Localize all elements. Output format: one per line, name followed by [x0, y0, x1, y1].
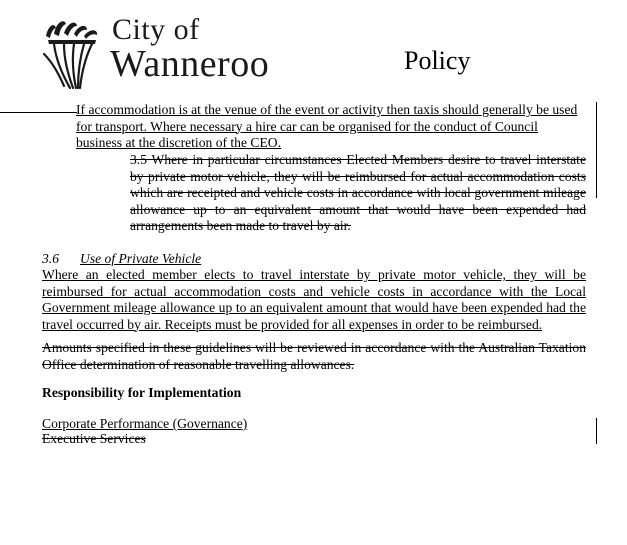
kangaroo-paw-icon	[40, 14, 108, 90]
responsibility-inserted: Corporate Performance (Governance)	[42, 416, 248, 431]
document-type-title: Policy	[404, 46, 471, 75]
logo-wanneroo: Wanneroo	[110, 43, 270, 85]
paragraph-3-5-deleted: 3.5 Where in particular circumstances Elected Members desire to travel interstate by private motor vehicle, they will be reimbursed for actual accommodation costs which are receipted and vehicle costs in accordance with local government mileage allowance up to an equivalent amount that would have been expended had arrangements been made to travel by air.	[130, 152, 586, 233]
responsibility-deleted: Executive Services	[42, 431, 146, 446]
responsibility-heading: Responsibility for Implementation	[42, 385, 242, 400]
change-bar	[596, 102, 597, 198]
section-number: 3.6	[42, 251, 59, 266]
section-3-6-heading	[42, 251, 342, 268]
change-bar	[596, 418, 597, 444]
logo-city-of: City of	[112, 13, 200, 46]
section-title: Use of Private Vehicle	[80, 251, 202, 266]
paragraph-amounts-deleted: Amounts specified in these guidelines will be reviewed in accordance with the Australian Taxation Office determination of reasonable travelling allowances.	[42, 340, 586, 372]
paragraph-3-6: Where an elected member elects to travel interstate by private motor vehicle, they will be reimbursed for actual accommodation costs and vehicle costs in accordance with the Local Government mileage allowance up to an equivalent amount that would have been expended had the travel occurred by air. Receipts must be provided for all expenses in order to be reimbursed.	[42, 267, 586, 332]
paragraph-taxi-transport: If accommodation is at the venue of the event or activity then taxis should generally be used for transport. Where necessary a hire car can be organised for the conduct of Council business at the discretion of the CEO.	[76, 102, 578, 150]
revision-line	[0, 112, 77, 113]
